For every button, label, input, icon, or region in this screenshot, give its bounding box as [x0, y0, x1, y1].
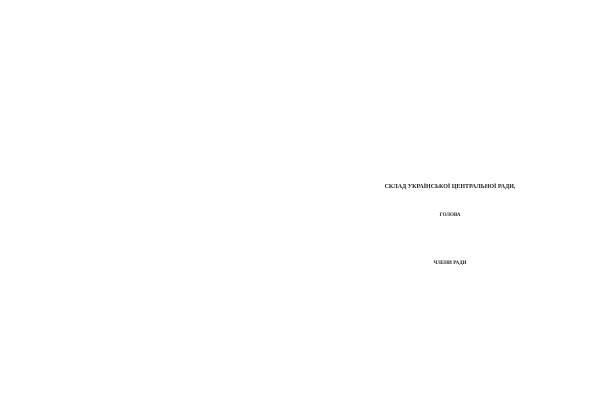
right-page	[300, 0, 600, 420]
members-heading: ЧЛЕНИ РАДИ	[433, 261, 467, 266]
chair-heading: ГОЛОВА	[439, 213, 461, 218]
section-heading-line: СКЛАД УКРАЇНСЬКОЇ ЦЕНТРАЛЬНОЇ РАДИ,	[384, 184, 516, 190]
